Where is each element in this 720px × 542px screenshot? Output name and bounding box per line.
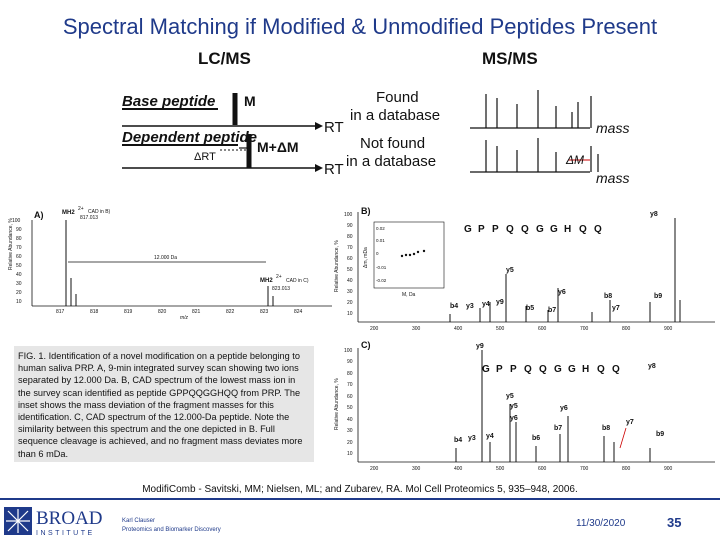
svg-text:0.01: 0.01 — [376, 238, 385, 243]
svg-text:y9: y9 — [496, 299, 504, 306]
svg-text:b8: b8 — [604, 293, 613, 300]
svg-text:500: 500 — [496, 326, 505, 332]
svg-text:P: P — [478, 224, 485, 235]
svg-text:50: 50 — [347, 405, 353, 411]
not-found-label: Not found — [360, 135, 426, 152]
lcms-header: LC/MS — [198, 49, 251, 68]
mass-top-label: mass — [596, 120, 630, 136]
msms-top-spectrum — [470, 90, 591, 128]
msms-header: MS/MS — [482, 49, 538, 68]
svg-text:10: 10 — [16, 299, 22, 305]
panel-b-sequence — [464, 224, 602, 235]
m-label: M — [244, 93, 256, 109]
svg-text:Δm, mDa: Δm, mDa — [363, 247, 369, 268]
svg-text:80: 80 — [347, 371, 353, 377]
svg-text:y4: y4 — [486, 433, 494, 440]
svg-text:80: 80 — [16, 236, 22, 242]
svg-text:90: 90 — [347, 359, 353, 365]
svg-text:100: 100 — [344, 348, 353, 354]
panel-a-ion1: MH2 — [62, 210, 75, 216]
svg-text:Q: Q — [597, 364, 605, 375]
svg-text:H: H — [564, 224, 572, 235]
panel-a-peaks — [66, 220, 273, 306]
svg-text:823.013: 823.013 — [272, 286, 291, 292]
svg-text:Q: Q — [594, 224, 602, 235]
svg-text:y3: y3 — [466, 303, 474, 310]
svg-text:20: 20 — [16, 290, 22, 296]
svg-text:30: 30 — [347, 289, 353, 295]
svg-text:Q: Q — [612, 364, 620, 375]
svg-text:Q: Q — [506, 224, 514, 235]
svg-text:40: 40 — [347, 278, 353, 284]
svg-text:80: 80 — [347, 234, 353, 240]
svg-text:2+: 2+ — [78, 206, 84, 212]
base-peptide-label: Base peptide — [122, 93, 216, 110]
svg-text:820: 820 — [158, 309, 167, 315]
svg-text:30: 30 — [16, 281, 22, 287]
svg-text:b6: b6 — [532, 435, 541, 442]
svg-text:P: P — [492, 224, 499, 235]
panel-c-chart — [330, 338, 718, 478]
svg-text:0: 0 — [376, 251, 379, 256]
svg-text:60: 60 — [347, 394, 353, 400]
panel-b-chart — [330, 202, 718, 338]
mdm-label: M+ΔM — [257, 139, 299, 155]
svg-text:Q: Q — [521, 224, 529, 235]
panel-b-inset-points — [401, 250, 425, 257]
delta-m-label: ΔM — [566, 153, 585, 167]
svg-text:822: 822 — [226, 309, 235, 315]
svg-text:M, Da: M, Da — [402, 292, 416, 298]
logo-text: BROAD — [36, 508, 103, 529]
svg-text:200: 200 — [370, 466, 379, 472]
svg-text:100: 100 — [12, 218, 21, 224]
svg-text:-0.01: -0.01 — [376, 265, 387, 270]
svg-text:Q: Q — [539, 364, 547, 375]
panel-a-chart — [4, 200, 336, 320]
svg-text:y8: y8 — [650, 211, 658, 218]
svg-text:60: 60 — [347, 256, 353, 262]
svg-text:50: 50 — [16, 263, 22, 269]
svg-text:G: G — [554, 364, 562, 375]
figure-caption: FIG. 1. Identification of a novel modification on a peptide belonging to human saliva PRP. A, 9-min integrated survey scan showing two ions separated by 12.000 Da. B, CAD spectrum of the lowest mass ion in the survey scan identified as peptide GPPQQGGHQQ from PRP. The inset shows the mass deviation of the fragment masses for this identification. C, CAD spectrum of the 12.000-Da peptide. Note the similarity between this spectrum and the one depicted in B. Full sequence cleavage is achieved, and no fragment mass deviates more than 6 mDa. — [14, 346, 314, 462]
svg-text:20: 20 — [347, 440, 353, 446]
panel-a-ion2: MH2 — [260, 278, 273, 284]
svg-text:819: 819 — [124, 309, 133, 315]
svg-text:b9: b9 — [656, 431, 665, 438]
panel-a-ylabel: Relative Abundance, % — [8, 218, 14, 270]
in-db-2: in a database — [346, 153, 437, 170]
panel-c-sequence — [482, 364, 620, 375]
svg-text:821: 821 — [192, 309, 201, 315]
svg-text:2+: 2+ — [276, 274, 282, 280]
broad-logo — [4, 506, 134, 538]
svg-text:y8: y8 — [648, 363, 656, 370]
svg-text:40: 40 — [347, 417, 353, 423]
svg-text:y5: y5 — [506, 393, 514, 400]
panel-a-cad1: CAD in B) — [88, 209, 111, 215]
svg-text:700: 700 — [580, 466, 589, 472]
svg-text:70: 70 — [347, 382, 353, 388]
svg-text:y3: y3 — [468, 435, 476, 442]
svg-text:400: 400 — [454, 326, 463, 332]
svg-text:G: G — [568, 364, 576, 375]
panel-c-label: C) — [361, 340, 371, 350]
svg-text:b4: b4 — [450, 303, 459, 310]
svg-text:P: P — [510, 364, 517, 375]
svg-text:b5: b5 — [526, 305, 535, 312]
svg-text:G: G — [536, 224, 544, 235]
svg-text:400: 400 — [454, 466, 463, 472]
svg-text:50: 50 — [347, 267, 353, 273]
svg-text:H: H — [582, 364, 590, 375]
svg-text:90: 90 — [347, 223, 353, 229]
rt-top-label: RT — [324, 119, 344, 136]
panel-a-sep: 12.000 Da — [154, 255, 178, 261]
svg-text:818: 818 — [90, 309, 99, 315]
svg-text:817: 817 — [56, 309, 65, 315]
svg-text:y5: y5 — [510, 403, 518, 410]
footer-dept: Proteomics and Biomarker Discovery — [122, 527, 221, 533]
svg-text:b7: b7 — [548, 307, 557, 314]
svg-text:823: 823 — [260, 309, 269, 315]
svg-text:y7: y7 — [626, 419, 634, 426]
svg-text:40: 40 — [16, 272, 22, 278]
footer-author: Karl Clauser — [122, 518, 156, 524]
svg-text:G: G — [482, 364, 490, 375]
svg-text:800: 800 — [622, 466, 631, 472]
svg-text:P: P — [496, 364, 503, 375]
panel-c-ion-labels — [454, 343, 664, 444]
svg-text:10: 10 — [347, 311, 353, 317]
svg-text:300: 300 — [412, 466, 421, 472]
svg-text:900: 900 — [664, 326, 673, 332]
rt-bottom-label: RT — [324, 161, 344, 178]
svg-text:y5: y5 — [506, 267, 514, 274]
dependent-peptide-label: Dependent peptide — [122, 129, 258, 146]
panel-b-ylabel: Relative Abundance, % — [334, 240, 340, 292]
svg-text:800: 800 — [622, 326, 631, 332]
slide-title: Spectral Matching if Modified & Unmodified Peptides Present — [62, 14, 658, 39]
svg-text:600: 600 — [538, 466, 547, 472]
svg-text:y6: y6 — [558, 289, 566, 296]
panel-c-ylabel: Relative Abundance, % — [334, 378, 340, 430]
svg-text:200: 200 — [370, 326, 379, 332]
svg-text:500: 500 — [496, 466, 505, 472]
panel-a-xlabel: m/z — [180, 315, 189, 320]
panel-a-label: A) — [34, 210, 44, 220]
svg-text:b7: b7 — [554, 425, 563, 432]
svg-text:Q: Q — [524, 364, 532, 375]
svg-text:Q: Q — [579, 224, 587, 235]
svg-text:60: 60 — [16, 254, 22, 260]
svg-text:b8: b8 — [602, 425, 611, 432]
svg-text:G: G — [550, 224, 558, 235]
svg-text:700: 700 — [580, 326, 589, 332]
svg-text:100: 100 — [344, 212, 353, 218]
svg-text:-0.02: -0.02 — [376, 278, 387, 283]
svg-text:300: 300 — [412, 326, 421, 332]
citation: ModifiComb - Savitski, MM; Nielsen, ML; and Zubarev, RA. Mol Cell Proteomics 5, 935–948, 2006. — [142, 484, 578, 495]
svg-text:817.013: 817.013 — [80, 215, 99, 221]
in-db-1: in a database — [350, 107, 441, 124]
svg-text:824: 824 — [294, 309, 303, 315]
svg-text:b4: b4 — [454, 437, 463, 444]
svg-text:30: 30 — [347, 428, 353, 434]
svg-text:y9: y9 — [476, 343, 484, 350]
svg-text:90: 90 — [16, 227, 22, 233]
svg-text:y7: y7 — [612, 305, 620, 312]
page-number: 35 — [667, 515, 682, 530]
svg-text:G: G — [464, 224, 472, 235]
svg-text:0.02: 0.02 — [376, 226, 385, 231]
panel-c-arrow — [620, 428, 626, 448]
svg-text:b9: b9 — [654, 293, 663, 300]
svg-text:10: 10 — [347, 451, 353, 457]
svg-text:70: 70 — [347, 245, 353, 251]
lcms-msms-diagram — [110, 42, 720, 192]
logo-sub: INSTITUTE — [36, 530, 95, 537]
mass-bottom-label: mass — [596, 170, 630, 186]
svg-text:600: 600 — [538, 326, 547, 332]
svg-text:y4: y4 — [482, 301, 490, 308]
footer-date: 11/30/2020 — [576, 518, 626, 529]
svg-text:20: 20 — [347, 300, 353, 306]
svg-text:y6: y6 — [560, 405, 568, 412]
panel-b-label: B) — [361, 206, 371, 216]
svg-text:900: 900 — [664, 466, 673, 472]
found-label: Found — [376, 89, 419, 106]
svg-text:70: 70 — [16, 245, 22, 251]
delta-rt-label: ΔRT — [194, 151, 216, 163]
svg-text:y6: y6 — [510, 415, 518, 422]
panel-a-cad2: CAD in C) — [286, 278, 309, 284]
